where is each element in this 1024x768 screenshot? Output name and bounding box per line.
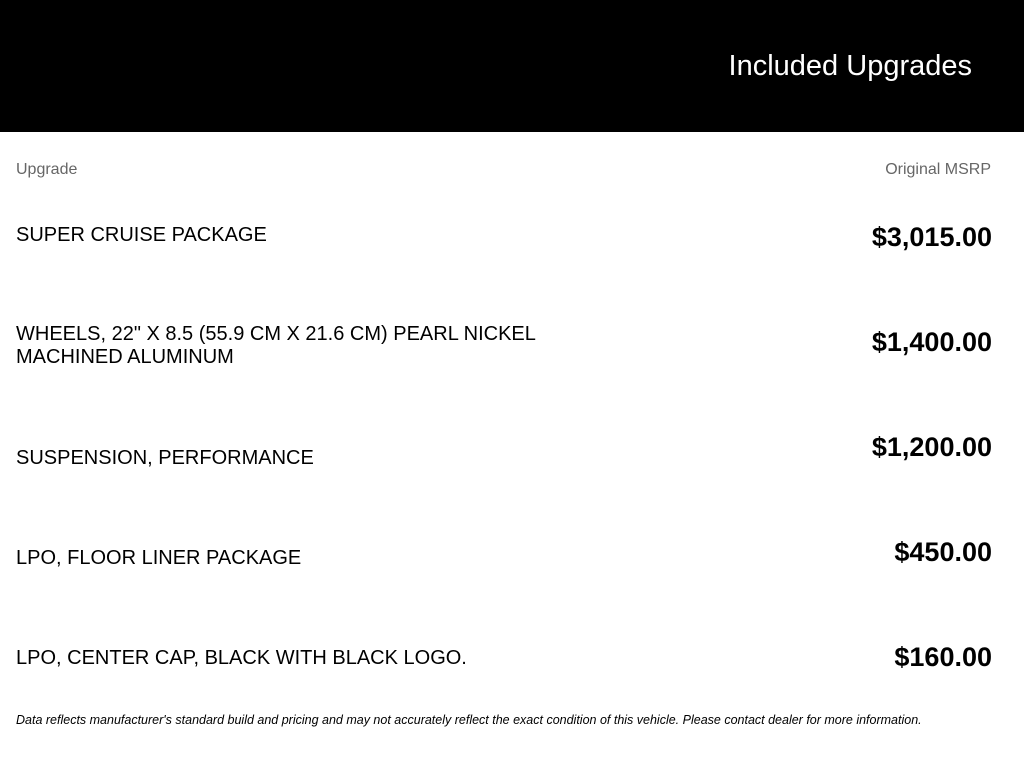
upgrade-name: WHEELS, 22" X 8.5 (55.9 CM X 21.6 CM) PEARL NICKEL MACHINED ALUMINUM [16,323,536,368]
header-banner [0,0,1024,132]
page-title: Included Upgrades [728,50,972,82]
upgrade-name: LPO, FLOOR LINER PACKAGE [16,547,302,569]
upgrade-price: $450.00 [894,537,992,567]
upgrade-name: LPO, CENTER CAP, BLACK WITH BLACK LOGO. [16,647,467,669]
column-header-upgrade: Upgrade [16,161,78,178]
upgrade-price: $160.00 [894,642,992,672]
column-header-msrp: Original MSRP [885,161,991,178]
upgrade-price: $1,200.00 [871,432,992,462]
upgrade-price: $3,015.00 [871,222,992,252]
upgrade-name: SUPER CRUISE PACKAGE [16,224,267,246]
upgrade-name: SUSPENSION, PERFORMANCE [16,447,314,469]
disclaimer-text: Data reflects manufacturer's standard build and pricing and may not accurately reflect the exact condition of this vehicle. Please contact dealer for more information. [16,713,922,727]
upgrade-price: $1,400.00 [871,327,992,357]
